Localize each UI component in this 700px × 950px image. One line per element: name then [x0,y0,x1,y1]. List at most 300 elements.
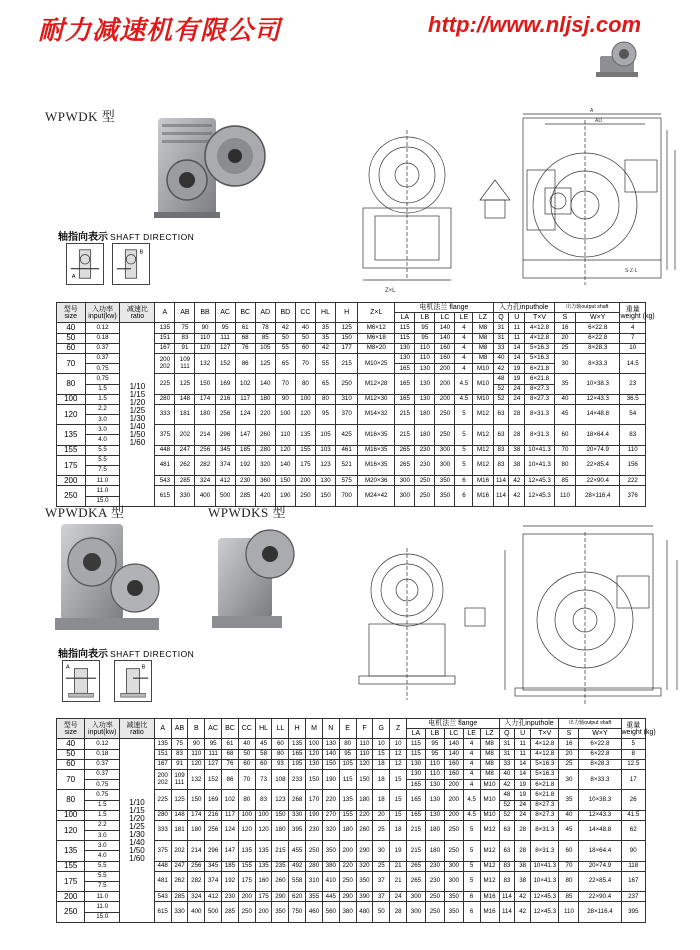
cell-shaft-wy: 18×64.4 [576,425,620,445]
cell-flange: 165 [395,394,415,404]
cell-hole: 38 [509,445,525,455]
cell-dim: 175 [295,455,315,475]
cell-dim: 110 [188,749,205,759]
cell-dim: 50 [275,333,295,343]
cell-kw: 0.75 [85,780,120,790]
cell-dim: 615 [154,902,171,922]
col-header-LE: LE [455,313,473,323]
col-header-LE: LE [463,729,480,739]
cell-dim: 80 [238,790,255,810]
col-header-S: S [559,729,579,739]
col-header-T×V: T×V [525,313,555,323]
col-header-M: M [306,719,323,739]
cell-dim: 324 [195,476,215,486]
col-header-CC: CC [238,719,255,739]
cell-dim: 115 [339,769,356,789]
cell-flange: 130 [415,364,435,374]
cell-hole: 83 [493,455,509,475]
cell-size: 135 [57,425,86,445]
cell-flange: M12 [480,861,499,871]
cell-dim: 109 111 [171,769,188,789]
cell-shaft-wy: 20×74.9 [576,445,620,455]
cell-flange: M8 [480,739,499,749]
cell-flange: 130 [425,790,444,810]
cell-flange: 250 [435,404,455,424]
cell-flange: 6 [455,486,473,506]
cell-dim: 256 [215,404,235,424]
cell-dim: 167 [154,759,171,769]
cell-flange: M8 [480,769,499,779]
cell-weight: 26 [621,790,646,810]
cell-shaft-wy: 8×33.3 [579,769,621,789]
svg-text:S-Z-L: S-Z-L [625,268,638,274]
cell-dim: 125 [171,790,188,810]
cell-flange: 4 [463,749,480,759]
cell-dim: 65 [315,374,335,394]
cell-flange: 5 [463,841,480,861]
cell-weight: 62 [621,820,646,840]
cell-dim: 500 [205,902,222,922]
cell-dim: 200 202 [155,353,175,373]
model-label-wpwdk: WPWDK 型 [45,109,116,124]
cell-dim: 492 [289,861,306,871]
cell-kw: 0.18 [85,749,120,759]
cell-flange: 140 [444,749,463,759]
svg-text:B: B [141,664,146,671]
cell-flange: 180 [425,820,444,840]
cell-kw: 11.0 [85,902,120,912]
cell-dim: M14×32 [358,404,395,424]
cell-dim: 100 [238,810,255,820]
col-header-W×Y: W×Y [576,313,620,323]
cell-dim: 40 [238,739,255,749]
cell-hole: 8×31.3 [531,820,559,840]
cell-flange: 230 [425,871,444,891]
cell-dim: 105 [255,343,275,353]
cell-dim: 80 [339,739,356,749]
cell-flange: 300 [444,871,463,891]
cell-hole: 42 [509,476,525,486]
cell-kw: 1.5 [85,384,120,394]
cell-weight: 54 [620,404,646,424]
cell-hole: 42 [493,364,509,374]
cell-size: 120 [57,820,85,840]
cell-dim: 225 [154,790,171,810]
cell-shaft-wy: 22×90.4 [576,476,620,486]
cell-dim: 575 [336,476,358,486]
cell-flange: 5 [463,820,480,840]
cell-dim: 120 [306,749,323,759]
cell-dim: 102 [235,374,255,394]
cell-dim: 117 [222,810,239,820]
cell-kw: 11.0 [85,476,120,486]
cell-kw: 5.5 [85,455,120,465]
cell-kw: 0.37 [85,353,120,363]
cell-flange: M16 [473,486,493,506]
cell-dim: 110 [356,739,373,749]
cell-kw: 5.5 [85,445,120,455]
cell-flange: M10 [473,394,493,404]
col-header-Z: Z [390,719,407,739]
cell-hole: 63 [493,425,509,445]
cell-flange: 6 [463,902,480,922]
cell-hole: 8×27.3 [531,810,559,820]
cell-flange: 300 [395,486,415,506]
cell-shaft-s: 16 [559,739,579,749]
cell-hole: 31 [493,333,509,343]
cell-shaft-s: 45 [554,404,575,424]
cell-shaft-s: 40 [559,810,579,820]
cell-dim: 90 [188,739,205,749]
cell-dim: 70 [238,769,255,789]
cell-size: 155 [57,445,86,455]
cell-flange: 5 [455,445,473,455]
cell-hole: 8×27.3 [525,384,555,394]
cell-dim: 120 [188,759,205,769]
cell-dim: 481 [154,871,171,891]
cell-size: 60 [57,343,86,353]
cell-hole: 12×45.3 [525,476,555,486]
cell-hole: 6×21.8 [531,780,559,790]
cell-dim: 110 [275,425,295,445]
cell-dim: 412 [215,476,235,486]
cell-dim: 290 [272,892,289,902]
cell-dim: 140 [275,455,295,475]
cell-flange: 6 [463,892,480,902]
cell-dim: 400 [188,902,205,922]
cell-hole: 19 [515,790,531,800]
cell-dim: 10 [390,739,407,749]
cell-dim: 150 [195,374,215,394]
cell-dim: 18 [373,759,390,769]
cell-dim: 155 [238,861,255,871]
cell-dim: 412 [205,892,222,902]
cell-size: 200 [57,476,86,486]
cell-flange: 180 [415,425,435,445]
cell-dim: 55 [315,353,335,373]
cell-weight: 7 [620,333,646,343]
cell-dim: 120 [195,343,215,353]
cell-dim: 80 [315,394,335,404]
cell-flange: 200 [444,810,463,820]
cell-shaft-wy: 28×116.4 [576,486,620,506]
cell-dim: 190 [306,810,323,820]
shaft-direction-b-icon [112,243,150,285]
cell-dim: 37 [373,871,390,891]
cell-dim: 148 [171,810,188,820]
cell-flange: M10 [480,810,499,820]
cell-dim: 192 [222,871,239,891]
cell-dim: 220 [339,861,356,871]
cell-dim: 177 [336,343,358,353]
shaft-direction-title-1: 轴指向表示 SHAFT DIRECTION [58,232,195,243]
cell-dim: 151 [155,333,175,343]
cell-kw: 3.0 [85,841,120,851]
cell-dim: 70 [275,374,295,394]
col-header-AB: AB [171,719,188,739]
col-header-LA: LA [395,313,415,323]
cell-hole: 4×12.8 [531,739,559,749]
col-header-U: U [509,313,525,323]
cell-weight: 156 [620,455,646,475]
cell-dim: 68 [235,333,255,343]
cell-hole: 8×27.3 [525,394,555,404]
cell-kw: 7.5 [85,466,120,476]
cell-dim: 12 [390,759,407,769]
cell-flange: 265 [406,871,425,891]
col-header-HL: HL [315,303,335,323]
cell-dim: 481 [155,455,175,475]
wpwdka-photo [55,518,163,633]
cell-dim: 35 [315,333,335,343]
cell-dim: 180 [339,820,356,840]
cell-dim: 200 [295,476,315,486]
cell-hole: 24 [515,800,531,810]
cell-flange: 265 [395,445,415,455]
cell-hole: 48 [499,790,515,800]
col-header-BC: BC [235,303,255,323]
cell-dim: 58 [255,749,272,759]
cell-dim: 24 [390,892,407,902]
cell-hole: 28 [515,841,531,861]
cell-dim: 135 [339,790,356,810]
cell-flange: 230 [425,861,444,871]
cell-dim: 280 [154,810,171,820]
cell-shaft-wy: 8×28.3 [579,759,621,769]
cell-weight: 17 [621,769,646,789]
cell-dim: 280 [255,445,275,455]
cell-size: 100 [57,810,85,820]
col-header-flange: 电机法兰 flange [395,303,493,313]
cell-shaft-wy: 28×116.4 [579,902,621,922]
cell-dim: 40 [295,323,315,333]
cell-dim: 65 [275,353,295,373]
cell-dim: 500 [215,486,235,506]
svg-text:A: A [71,274,76,281]
cell-dim: 42 [315,343,335,353]
cell-dim: 282 [188,871,205,891]
col-header-LZ: LZ [473,313,493,323]
cell-kw: 4.0 [85,851,120,861]
cell-dim: 260 [255,425,275,445]
cell-dim: 12 [390,749,407,759]
cell-flange: 115 [406,749,425,759]
company-url[interactable]: http://www.nljsj.com [428,12,642,37]
cell-dim: 180 [272,820,289,840]
cell-dim: 250 [238,902,255,922]
cell-dim: 174 [188,810,205,820]
header-banner [0,0,700,46]
cell-dim: 20 [373,810,390,820]
cell-kw: 11.0 [85,486,120,496]
col-header-G: G [373,719,390,739]
cell-hole: 19 [515,780,531,790]
cell-dim: 285 [235,486,255,506]
cell-kw: 0.12 [85,739,120,749]
cell-dim: 135 [289,739,306,749]
cell-flange: 115 [406,739,425,749]
cell-dim: 151 [154,749,171,759]
cell-flange: 110 [415,343,435,353]
cell-shaft-s: 70 [554,445,575,455]
col-header-size: 型号 size [57,303,86,323]
cell-dim: M16×35 [358,425,395,445]
col-header-A: A [155,303,175,323]
cell-hole: 10×41.3 [525,445,555,455]
cell-dim: 21 [390,871,407,891]
cell-dim: 78 [255,323,275,333]
col-header-LB: LB [415,313,435,323]
cell-dim: 60 [295,343,315,353]
cell-hole: 38 [509,455,525,475]
cell-dim: 448 [154,861,171,871]
cell-dim: 25 [373,861,390,871]
cell-hole: 6×21.8 [525,364,555,374]
cell-flange: 265 [395,455,415,475]
table-row [57,323,646,333]
col-header-S: S [554,313,575,323]
cell-dim: 192 [235,455,255,475]
cell-kw: 0.75 [85,364,120,374]
cell-kw: 2.2 [85,404,120,414]
cell-dim: 110 [195,333,215,343]
cell-hole: 24 [509,394,525,404]
cell-weight: 395 [621,902,646,922]
cell-flange: 5 [463,861,480,871]
cell-dim: 750 [289,902,306,922]
cell-dim: 296 [205,841,222,861]
cell-dim: 215 [336,353,358,373]
cell-flange: M10 [480,790,499,810]
cell-dim: 125 [175,374,195,394]
cell-dim: 250 [339,871,356,891]
cell-flange: 300 [435,445,455,455]
cell-flange: M12 [480,820,499,840]
svg-text:AD: AD [595,118,602,124]
cell-dim: 461 [336,445,358,455]
cell-dim: 290 [339,892,356,902]
cell-flange: 350 [444,892,463,902]
cell-shaft-wy: 6×22.8 [576,323,620,333]
cell-kw: 0.37 [85,769,120,779]
cell-dim: 247 [175,445,195,455]
svg-text:B: B [139,249,144,256]
cell-hole: 52 [499,800,515,810]
cell-dim: 148 [175,394,195,404]
cell-flange: 130 [406,769,425,779]
cell-shaft-wy: 10×38.3 [576,374,620,394]
cell-shaft-s: 35 [554,374,575,394]
cell-dim: 333 [155,404,175,424]
cell-flange: 215 [395,425,415,445]
cell-flange: 4 [455,333,473,343]
cell-dim: 68 [222,749,239,759]
cell-dim: 181 [175,404,195,424]
col-header-Q: Q [493,313,509,323]
cell-weight: 36.5 [620,394,646,404]
cell-flange: 215 [406,841,425,861]
cell-dim: 83 [175,333,195,343]
cell-dim: 105 [339,759,356,769]
cell-dim: 152 [205,769,222,789]
cell-shaft-wy: 22×85.4 [576,455,620,475]
cell-shaft-s: 45 [559,820,579,840]
col-header-LA: LA [406,729,425,739]
cell-flange: 165 [395,374,415,394]
cell-dim: 50 [373,902,390,922]
cell-dim: 355 [306,892,323,902]
cell-dim: 200 202 [154,769,171,789]
cell-shaft-wy: 8×33.3 [576,353,620,373]
cell-shaft-wy: 6×22.8 [576,333,620,343]
wpwdka-technical-drawing [345,520,685,715]
cell-dim: 120 [255,820,272,840]
col-header-LC: LC [435,313,455,323]
wpwdk-spec-table [56,302,655,507]
cell-dim: 175 [238,871,255,891]
cell-dim: 35 [315,323,335,333]
cell-flange: M8 [480,759,499,769]
cell-shaft-wy: 12×43.3 [576,394,620,404]
cell-dim: 90 [195,323,215,333]
cell-flange: M8 [473,343,493,353]
cell-dim: 124 [222,820,239,840]
cell-dim: 270 [322,810,339,820]
cell-kw: 1.5 [85,810,120,820]
cell-flange: 130 [395,343,415,353]
cell-kw: 0.75 [85,790,120,800]
cell-dim: 700 [336,486,358,506]
cell-dim: M12×28 [358,374,395,394]
cell-hole: 52 [493,384,509,394]
cell-hole: 14 [515,759,531,769]
cell-hole: 52 [499,810,515,820]
cell-dim: 250 [306,841,323,861]
cell-dim: 60 [238,759,255,769]
cell-weight: 90 [621,841,646,861]
cell-flange: 4 [455,343,473,353]
cell-flange: 130 [406,759,425,769]
cell-dim: 100 [295,394,315,404]
cell-dim: 120 [356,759,373,769]
cell-shaft-s: 85 [554,476,575,486]
col-header-E: E [339,719,356,739]
cell-dim: 125 [255,353,275,373]
cell-dim: 21 [390,861,407,871]
cell-dim: 91 [171,759,188,769]
cell-hole: 42 [515,902,531,922]
cell-dim: 280 [155,394,175,404]
cell-flange: 4 [463,739,480,749]
cell-hole: 5×16.3 [525,353,555,363]
cell-flange: M8 [473,333,493,343]
cell-dim: 169 [205,790,222,810]
cell-shaft-s: 35 [559,790,579,810]
cell-flange: 350 [435,486,455,506]
cell-dim: 140 [322,749,339,759]
cell-flange: 110 [425,769,444,779]
cell-dim: 120 [275,445,295,455]
cell-dim: 290 [356,841,373,861]
cell-dim: 460 [306,902,323,922]
col-header-outputshaft: 出力轴output shaft [554,303,620,313]
cell-dim: 260 [356,820,373,840]
cell-hole: 31 [499,739,515,749]
cell-dim: 448 [155,445,175,455]
cell-dim: 180 [188,820,205,840]
cell-dim: 117 [235,394,255,404]
cell-dim: 95 [315,404,335,424]
